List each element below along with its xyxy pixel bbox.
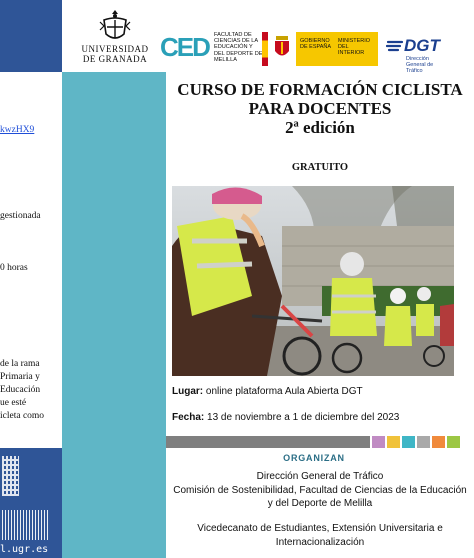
dgt-name: DGT (404, 36, 440, 55)
left-text-line: Educación (0, 385, 41, 395)
course-title-line1: CURSO DE FORMACIÓN CICLISTA (177, 80, 463, 99)
organizer-line: y del Deporte de Melilla (267, 498, 373, 509)
left-partial-panel (0, 0, 62, 558)
date-info (172, 412, 399, 423)
color-stripe-segment (277, 436, 323, 448)
left-text-line: de la rama (0, 359, 40, 369)
location-value: online plataforma Aula Abierta DGT (203, 386, 363, 397)
dgt-mark-icon (386, 38, 404, 54)
spain-flag-icon (262, 32, 268, 66)
course-edition: 2ª edición (285, 118, 355, 137)
dgt-subtitle: Dirección General de Tráfico (406, 56, 434, 74)
spain-shield-icon (272, 36, 292, 60)
organizer-line: Vicedecanato de Estudiantes, Extensión Universitaria e (197, 523, 443, 534)
university-name-line2: DE GRANADA (82, 54, 148, 64)
organizer-line: Dirección General de Tráfico (256, 471, 384, 482)
color-stripe-segment (324, 436, 370, 448)
location-info (172, 386, 363, 397)
color-stripe-segment (402, 436, 415, 448)
course-title-line2: PARA DOCENTES (248, 99, 392, 118)
university-logo (76, 8, 154, 64)
color-stripe (166, 436, 462, 448)
organizer-line: Comisión de Sostenibilidad, Facultad de Ciencias de la Educación (173, 485, 467, 496)
date-value: 13 de noviembre a 1 de diciembre del 2023 (204, 412, 400, 423)
ministerio-name: MINISTERIO DEL INTERIOR (338, 38, 371, 57)
date-label: Fecha: (172, 412, 205, 423)
price-label: GRATUITO (291, 162, 349, 173)
left-text-line: 0 horas (0, 263, 28, 273)
registration-link[interactable]: kwzHX9 (0, 125, 35, 135)
left-text-line: icleta como (0, 411, 45, 421)
color-stripe-segment (447, 436, 460, 448)
left-text-line: gestionada (0, 211, 41, 221)
color-stripe-segment (372, 436, 385, 448)
color-stripe-segment (387, 436, 400, 448)
organizers-heading: ORGANIZAN (283, 453, 345, 463)
cyclists-photo (172, 186, 454, 376)
qr-code-icon (2, 456, 19, 496)
left-text-line: ue esté (0, 398, 27, 408)
ced-logo-mark: CED (160, 32, 209, 62)
color-stripe-segment (417, 436, 430, 448)
color-stripe-segment (432, 436, 445, 448)
dgt-logo (386, 36, 446, 74)
university-crest-icon (98, 8, 132, 44)
organizer-line: Internacionalización (275, 537, 365, 548)
ced-logo (160, 32, 263, 63)
location-label: Lugar: (172, 386, 204, 397)
barcode-icon (2, 510, 48, 540)
gobierno-logo (262, 32, 378, 66)
left-text-line: Primaria y (0, 372, 40, 382)
university-name-line1: UNIVERSIDAD (81, 44, 149, 54)
course-title (166, 80, 474, 137)
color-stripe-segment (166, 436, 277, 448)
footer-url[interactable]: l.ugr.es (0, 544, 49, 555)
left-header-bar (0, 0, 62, 72)
teal-side-band (62, 72, 166, 558)
gobierno-name: GOBIERNO DE ESPAÑA (300, 38, 332, 51)
ced-faculty-name: FACULTAD DE CIENCIAS DE LA EDUCACIÓN Y DEL DEPORTE DE MELILLA (214, 32, 263, 63)
